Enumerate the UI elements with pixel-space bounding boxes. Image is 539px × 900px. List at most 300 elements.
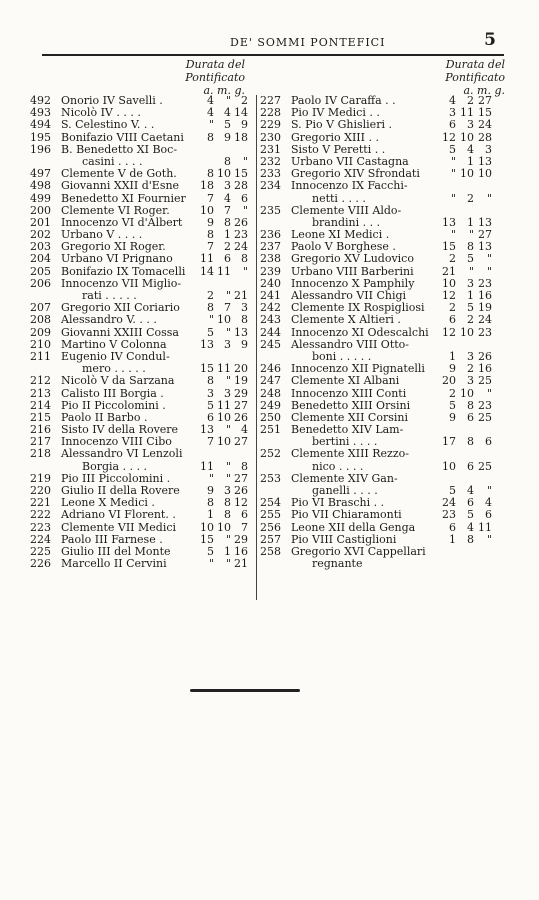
pope-number: 222 xyxy=(30,508,51,522)
table-row xyxy=(260,388,505,400)
pope-number: 226 xyxy=(30,557,51,571)
months: 5 xyxy=(467,301,474,315)
pope-number: 232 xyxy=(260,154,281,168)
months: 3 xyxy=(224,484,231,497)
pope-number: 243 xyxy=(260,313,281,327)
days: 13 xyxy=(478,215,492,229)
pope-name: Clemente X Altieri . xyxy=(291,313,401,327)
pope-name: Onorio IV Savelli . xyxy=(61,94,163,107)
years: 15 xyxy=(200,362,214,376)
months: 6 xyxy=(467,459,474,473)
days: 23 xyxy=(478,398,492,412)
days: 23 xyxy=(478,276,492,290)
months: 2 xyxy=(467,313,474,327)
years: 5 xyxy=(449,142,456,156)
pope-number: 221 xyxy=(30,496,51,510)
pope-name: Sisto IV della Rovere xyxy=(61,423,179,437)
pope-number: 215 xyxy=(30,410,51,424)
months: 2 xyxy=(224,240,231,254)
pope-number: 203 xyxy=(30,240,51,254)
table-row xyxy=(30,327,260,339)
days: 4 xyxy=(241,423,248,437)
heading-line: Pontificato xyxy=(185,71,245,84)
months: 8 xyxy=(467,240,474,254)
pope-name: Gregorio XIII . . xyxy=(291,130,379,144)
pope-name: Gregorio XVI Cappellari xyxy=(291,544,426,558)
pope-name: S. Pio V Ghislieri . xyxy=(291,118,392,132)
months: 10 xyxy=(460,167,474,181)
pope-name: mero . . . . . xyxy=(82,362,146,376)
days: 8 xyxy=(241,313,248,327)
pope-name: Innocenzo VII Miglio- xyxy=(61,276,182,290)
days: 6 xyxy=(485,508,492,522)
days: 6 xyxy=(241,191,248,205)
months: 5 xyxy=(467,252,474,266)
years: 9 xyxy=(207,215,214,229)
months: 1 xyxy=(224,544,231,558)
years: 6 xyxy=(449,118,456,132)
years: 13 xyxy=(200,337,214,351)
years: 8 xyxy=(207,167,214,181)
pope-number: 246 xyxy=(260,362,281,376)
days: 24 xyxy=(478,118,492,132)
years: 9 xyxy=(449,410,456,424)
pope-number: 242 xyxy=(260,301,281,315)
days: 29 xyxy=(234,532,248,546)
pope-name: Calisto III Borgia . xyxy=(61,386,164,400)
running-header xyxy=(40,30,500,50)
pope-name: Clemente XIV Gan- xyxy=(291,471,398,485)
years: 3 xyxy=(449,106,456,120)
column-divider xyxy=(256,95,257,600)
pope-name: Clemente V de Goth. xyxy=(61,167,177,181)
years: 2 xyxy=(449,252,456,266)
days: 25 xyxy=(478,410,492,424)
pope-number: 251 xyxy=(260,423,281,437)
table-row xyxy=(260,558,505,570)
pope-number: 218 xyxy=(30,447,51,461)
days: " xyxy=(242,264,248,278)
pope-name: Pio III Piccolomini . xyxy=(61,471,171,485)
years: 5 xyxy=(207,544,214,558)
years: 9 xyxy=(207,484,214,497)
pope-number: 494 xyxy=(30,118,51,132)
pope-name: Clemente VI Roger. xyxy=(61,203,170,217)
table-row xyxy=(260,327,505,339)
years: 8 xyxy=(207,301,214,315)
days: 14 xyxy=(234,106,248,120)
pope-name: Bonifazio VIII Caetani xyxy=(61,130,184,144)
pope-name: Innocenzo XII Pignatelli xyxy=(291,362,425,376)
pope-number: 258 xyxy=(260,544,281,558)
months: 4 xyxy=(224,106,231,120)
pope-number: 213 xyxy=(30,386,51,400)
days: 3 xyxy=(485,142,492,156)
pope-number: 212 xyxy=(30,374,51,388)
table-row xyxy=(260,448,505,460)
years: 23 xyxy=(442,508,456,522)
years: 6 xyxy=(449,313,456,327)
years: 11 xyxy=(200,252,214,266)
months: 11 xyxy=(217,398,231,412)
days: 21 xyxy=(234,289,248,302)
pope-number: 252 xyxy=(260,447,281,461)
pope-name: Alessandro VI Lenzoli xyxy=(61,447,183,461)
years: 9 xyxy=(449,362,456,376)
pope-name: Alessandro VIII Otto- xyxy=(291,337,409,351)
months: " xyxy=(225,557,231,571)
months: 10 xyxy=(460,325,474,339)
months: 10 xyxy=(460,386,474,400)
pope-name: Gregorio XI Roger. xyxy=(61,240,166,254)
pope-name: Giovanni XXII d'Esne xyxy=(61,179,180,193)
years: 24 xyxy=(442,496,456,510)
years: 13 xyxy=(442,215,456,229)
days: 25 xyxy=(478,374,492,388)
pope-name: Pio VII Chiaramonti xyxy=(291,508,402,522)
heading-units: a. m. g. xyxy=(203,84,245,97)
pope-number: 240 xyxy=(260,276,281,290)
days: 8 xyxy=(241,459,248,473)
pope-name: Paolo V Borghese . xyxy=(291,240,396,254)
pope-name: Clemente XII Corsini xyxy=(291,410,408,424)
months: " xyxy=(225,374,231,388)
pope-name: Pio IV Medici . . xyxy=(291,106,380,120)
months: 8 xyxy=(224,496,231,510)
days: 19 xyxy=(234,374,248,388)
pope-number: 239 xyxy=(260,264,281,278)
table-row xyxy=(30,314,260,326)
years: 8 xyxy=(207,228,214,242)
pope-number: 492 xyxy=(30,94,51,107)
pope-number: 237 xyxy=(260,240,281,254)
years: 8 xyxy=(207,496,214,510)
pope-name: Clemente XI Albani xyxy=(291,374,400,388)
years: " xyxy=(208,313,214,327)
months: 11 xyxy=(460,106,474,120)
pope-name: Pio VI Braschi . . xyxy=(291,496,385,510)
pope-name: boni . . . . . xyxy=(312,349,372,363)
days: " xyxy=(242,154,248,168)
pope-number: 257 xyxy=(260,532,281,546)
pope-name: Alessandro VII Chigi xyxy=(291,289,407,302)
days: 27 xyxy=(234,471,248,485)
months: 5 xyxy=(224,118,231,132)
pope-number: 210 xyxy=(30,337,51,351)
years: 8 xyxy=(207,374,214,388)
days: 23 xyxy=(234,228,248,242)
months: 10 xyxy=(217,435,231,449)
pope-name: S. Celestino V. . . xyxy=(61,118,155,132)
pope-name: rati . . . . . xyxy=(82,289,137,302)
page-number: 5 xyxy=(484,30,496,50)
pope-name: bertini . . . . xyxy=(312,435,378,449)
pope-name: Gregorio XV Ludovico xyxy=(291,252,414,266)
years: 5 xyxy=(449,484,456,497)
table-row xyxy=(30,180,260,192)
pope-number: 247 xyxy=(260,374,281,388)
pope-list-left xyxy=(30,95,260,570)
months: 8 xyxy=(467,435,474,449)
months: 8 xyxy=(467,398,474,412)
pope-name: Eugenio IV Condul- xyxy=(61,349,170,363)
table-row xyxy=(260,180,505,192)
pope-number: 224 xyxy=(30,532,51,546)
table-row xyxy=(30,461,260,473)
table-row xyxy=(260,461,505,473)
pope-number: 250 xyxy=(260,410,281,424)
months: 10 xyxy=(217,520,231,534)
pope-name: Leone X Medici . xyxy=(61,496,155,510)
days: 24 xyxy=(478,313,492,327)
months: 11 xyxy=(217,264,231,278)
pope-number: 497 xyxy=(30,167,51,181)
years: 21 xyxy=(442,264,456,278)
years: 11 xyxy=(200,459,214,473)
days: 2 xyxy=(241,94,248,107)
pope-name: ganelli . . . . xyxy=(312,484,378,497)
pope-name: Paolo III Farnese . xyxy=(61,532,163,546)
days: 24 xyxy=(234,240,248,254)
pope-number: 236 xyxy=(260,228,281,242)
days: 26 xyxy=(234,410,248,424)
months: 6 xyxy=(467,496,474,510)
table-row xyxy=(260,266,505,278)
pope-name: Innocenzo IX Facchi- xyxy=(291,179,408,193)
years: 3 xyxy=(207,386,214,400)
days: 27 xyxy=(234,398,248,412)
pope-number: 231 xyxy=(260,142,281,156)
months: 9 xyxy=(224,130,231,144)
days: 6 xyxy=(485,435,492,449)
days: 4 xyxy=(485,496,492,510)
months: 2 xyxy=(467,94,474,107)
years: 6 xyxy=(449,520,456,534)
years: 5 xyxy=(207,325,214,339)
months: 6 xyxy=(224,252,231,266)
pope-name: regnante xyxy=(312,557,363,571)
pope-number: 241 xyxy=(260,289,281,302)
header-rule xyxy=(42,54,504,56)
column-heading-left xyxy=(140,58,245,97)
pope-name: Clemente VII Medici xyxy=(61,520,177,534)
pope-name: Bonifazio IX Tomacelli xyxy=(61,264,186,278)
years: 1 xyxy=(449,532,456,546)
months: 3 xyxy=(224,179,231,193)
pope-number: 255 xyxy=(260,508,281,522)
table-row xyxy=(30,558,260,570)
months: 10 xyxy=(217,410,231,424)
pope-number: 200 xyxy=(30,203,51,217)
days: 19 xyxy=(478,301,492,315)
days: " xyxy=(486,252,492,266)
months: 3 xyxy=(467,276,474,290)
pope-name: Pio II Piccolomini . xyxy=(61,398,166,412)
pope-number: 244 xyxy=(260,325,281,339)
pope-name: Innocenzo VI d'Albert xyxy=(61,215,183,229)
years: 7 xyxy=(207,191,214,205)
pope-number: 245 xyxy=(260,337,281,351)
days: " xyxy=(486,264,492,278)
days: " xyxy=(486,484,492,497)
running-title: DE' SOMMI PONTEFICI xyxy=(230,36,386,49)
months: 3 xyxy=(467,118,474,132)
months: " xyxy=(468,228,474,242)
heading-line: Durata del xyxy=(185,58,245,71)
pope-name: casini . . . . xyxy=(82,154,143,168)
pope-number: 229 xyxy=(260,118,281,132)
pope-number: 254 xyxy=(260,496,281,510)
years: " xyxy=(208,557,214,571)
days: 27 xyxy=(478,228,492,242)
pope-number: 211 xyxy=(30,349,51,363)
pope-number: 214 xyxy=(30,398,51,412)
pope-name: Paolo IV Caraffa . . xyxy=(291,94,396,107)
years: 12 xyxy=(442,325,456,339)
months: " xyxy=(225,325,231,339)
pope-number: 493 xyxy=(30,106,51,120)
pope-name: Alessandro V. . . . xyxy=(61,313,157,327)
column-heading-right xyxy=(380,58,505,97)
pope-list-right xyxy=(260,95,505,570)
table-row xyxy=(30,119,260,131)
years: 15 xyxy=(442,240,456,254)
pope-number: 223 xyxy=(30,520,51,534)
table-row xyxy=(30,132,260,144)
pope-number: 256 xyxy=(260,520,281,534)
pope-name: Leone XII della Genga xyxy=(291,520,416,534)
days: 16 xyxy=(478,362,492,376)
pope-number: 238 xyxy=(260,252,281,266)
months: " xyxy=(225,94,231,107)
pope-name: Borgia . . . . xyxy=(82,459,148,473)
years: 4 xyxy=(449,94,456,107)
ornamental-rule xyxy=(190,688,300,693)
pope-number: 228 xyxy=(260,106,281,120)
days: 26 xyxy=(478,349,492,363)
pope-name: Urbano VII Castagna xyxy=(291,154,409,168)
pope-number: 209 xyxy=(30,325,51,339)
years: 17 xyxy=(442,435,456,449)
days: 13 xyxy=(478,154,492,168)
days: 7 xyxy=(241,520,248,534)
pope-name: Gregorio XII Coriario xyxy=(61,301,180,315)
days: " xyxy=(242,203,248,217)
pope-number: 227 xyxy=(260,94,281,107)
pope-name: Nicolò IV . . . . xyxy=(61,106,141,120)
pope-number: 230 xyxy=(260,130,281,144)
years: 2 xyxy=(449,386,456,400)
days: 9 xyxy=(241,337,248,351)
months: " xyxy=(225,471,231,485)
months: 10 xyxy=(217,167,231,181)
pope-name: Pio VIII Castiglioni xyxy=(291,532,397,546)
months: 6 xyxy=(467,410,474,424)
months: 4 xyxy=(467,142,474,156)
pope-name: netti . . . . xyxy=(312,191,366,205)
pope-number: 204 xyxy=(30,252,51,266)
years: 5 xyxy=(449,398,456,412)
days: " xyxy=(486,386,492,400)
months: 4 xyxy=(467,484,474,497)
days: 10 xyxy=(478,167,492,181)
pope-name: Benedetto XIII Orsini xyxy=(291,398,411,412)
months: 1 xyxy=(467,289,474,302)
years: 2 xyxy=(449,301,456,315)
days: 27 xyxy=(478,94,492,107)
pope-name: Giovanni XXIII Cossa xyxy=(61,325,179,339)
pope-name: Urbano VI Prignano xyxy=(61,252,173,266)
years: 7 xyxy=(207,240,214,254)
days: 16 xyxy=(234,544,248,558)
years: 13 xyxy=(200,423,214,437)
days: 15 xyxy=(478,106,492,120)
pope-number: 219 xyxy=(30,471,51,485)
months: 1 xyxy=(467,154,474,168)
pope-number: 253 xyxy=(260,471,281,485)
days: 13 xyxy=(234,325,248,339)
days: 15 xyxy=(234,167,248,181)
pope-name: Martino V Colonna xyxy=(61,337,167,351)
days: 8 xyxy=(241,252,248,266)
pope-name: Nicolò V da Sarzana xyxy=(61,374,175,388)
pope-name: Marcello II Cervini xyxy=(61,557,167,571)
heading-units: a. m. g. xyxy=(463,84,505,97)
pope-number: 235 xyxy=(260,203,281,217)
pope-name: Innocenzo X Pamphily xyxy=(291,276,415,290)
days: 25 xyxy=(478,459,492,473)
days: 28 xyxy=(234,179,248,193)
years: 8 xyxy=(207,130,214,144)
pope-number: 206 xyxy=(30,276,51,290)
days: 9 xyxy=(241,118,248,132)
days: 20 xyxy=(234,362,248,376)
pope-name: Clemente XIII Rezzo- xyxy=(291,447,409,461)
years: 6 xyxy=(207,410,214,424)
pope-name: Gregorio XIV Sfrondati xyxy=(291,167,420,181)
years: 1 xyxy=(207,508,214,522)
months: 10 xyxy=(460,130,474,144)
pope-number: 248 xyxy=(260,386,281,400)
days: 18 xyxy=(234,130,248,144)
heading-line: Pontificato xyxy=(445,71,505,84)
table-row xyxy=(260,132,505,144)
table-row xyxy=(260,314,505,326)
months: 8 xyxy=(467,532,474,546)
days: 28 xyxy=(478,130,492,144)
years: 5 xyxy=(207,398,214,412)
table-row xyxy=(260,375,505,387)
months: 3 xyxy=(224,386,231,400)
days: 13 xyxy=(478,240,492,254)
pope-name: Clemente IX Rospigliosi xyxy=(291,301,425,315)
heading-line: Durata del xyxy=(445,58,505,71)
pope-name: Urbano V . . . . xyxy=(61,228,143,242)
table-row xyxy=(260,546,505,558)
table-row xyxy=(30,266,260,278)
pope-name: Innocenzo VIII Cibo xyxy=(61,435,172,449)
years: 15 xyxy=(200,532,214,546)
pope-number: 499 xyxy=(30,191,51,205)
pope-name: Giulio III del Monte xyxy=(61,544,171,558)
days: 27 xyxy=(234,435,248,449)
years: 10 xyxy=(200,520,214,534)
pope-number: 196 xyxy=(30,142,51,156)
years: " xyxy=(450,191,456,205)
years: 10 xyxy=(442,459,456,473)
pope-number: 233 xyxy=(260,167,281,181)
months: 3 xyxy=(224,337,231,351)
